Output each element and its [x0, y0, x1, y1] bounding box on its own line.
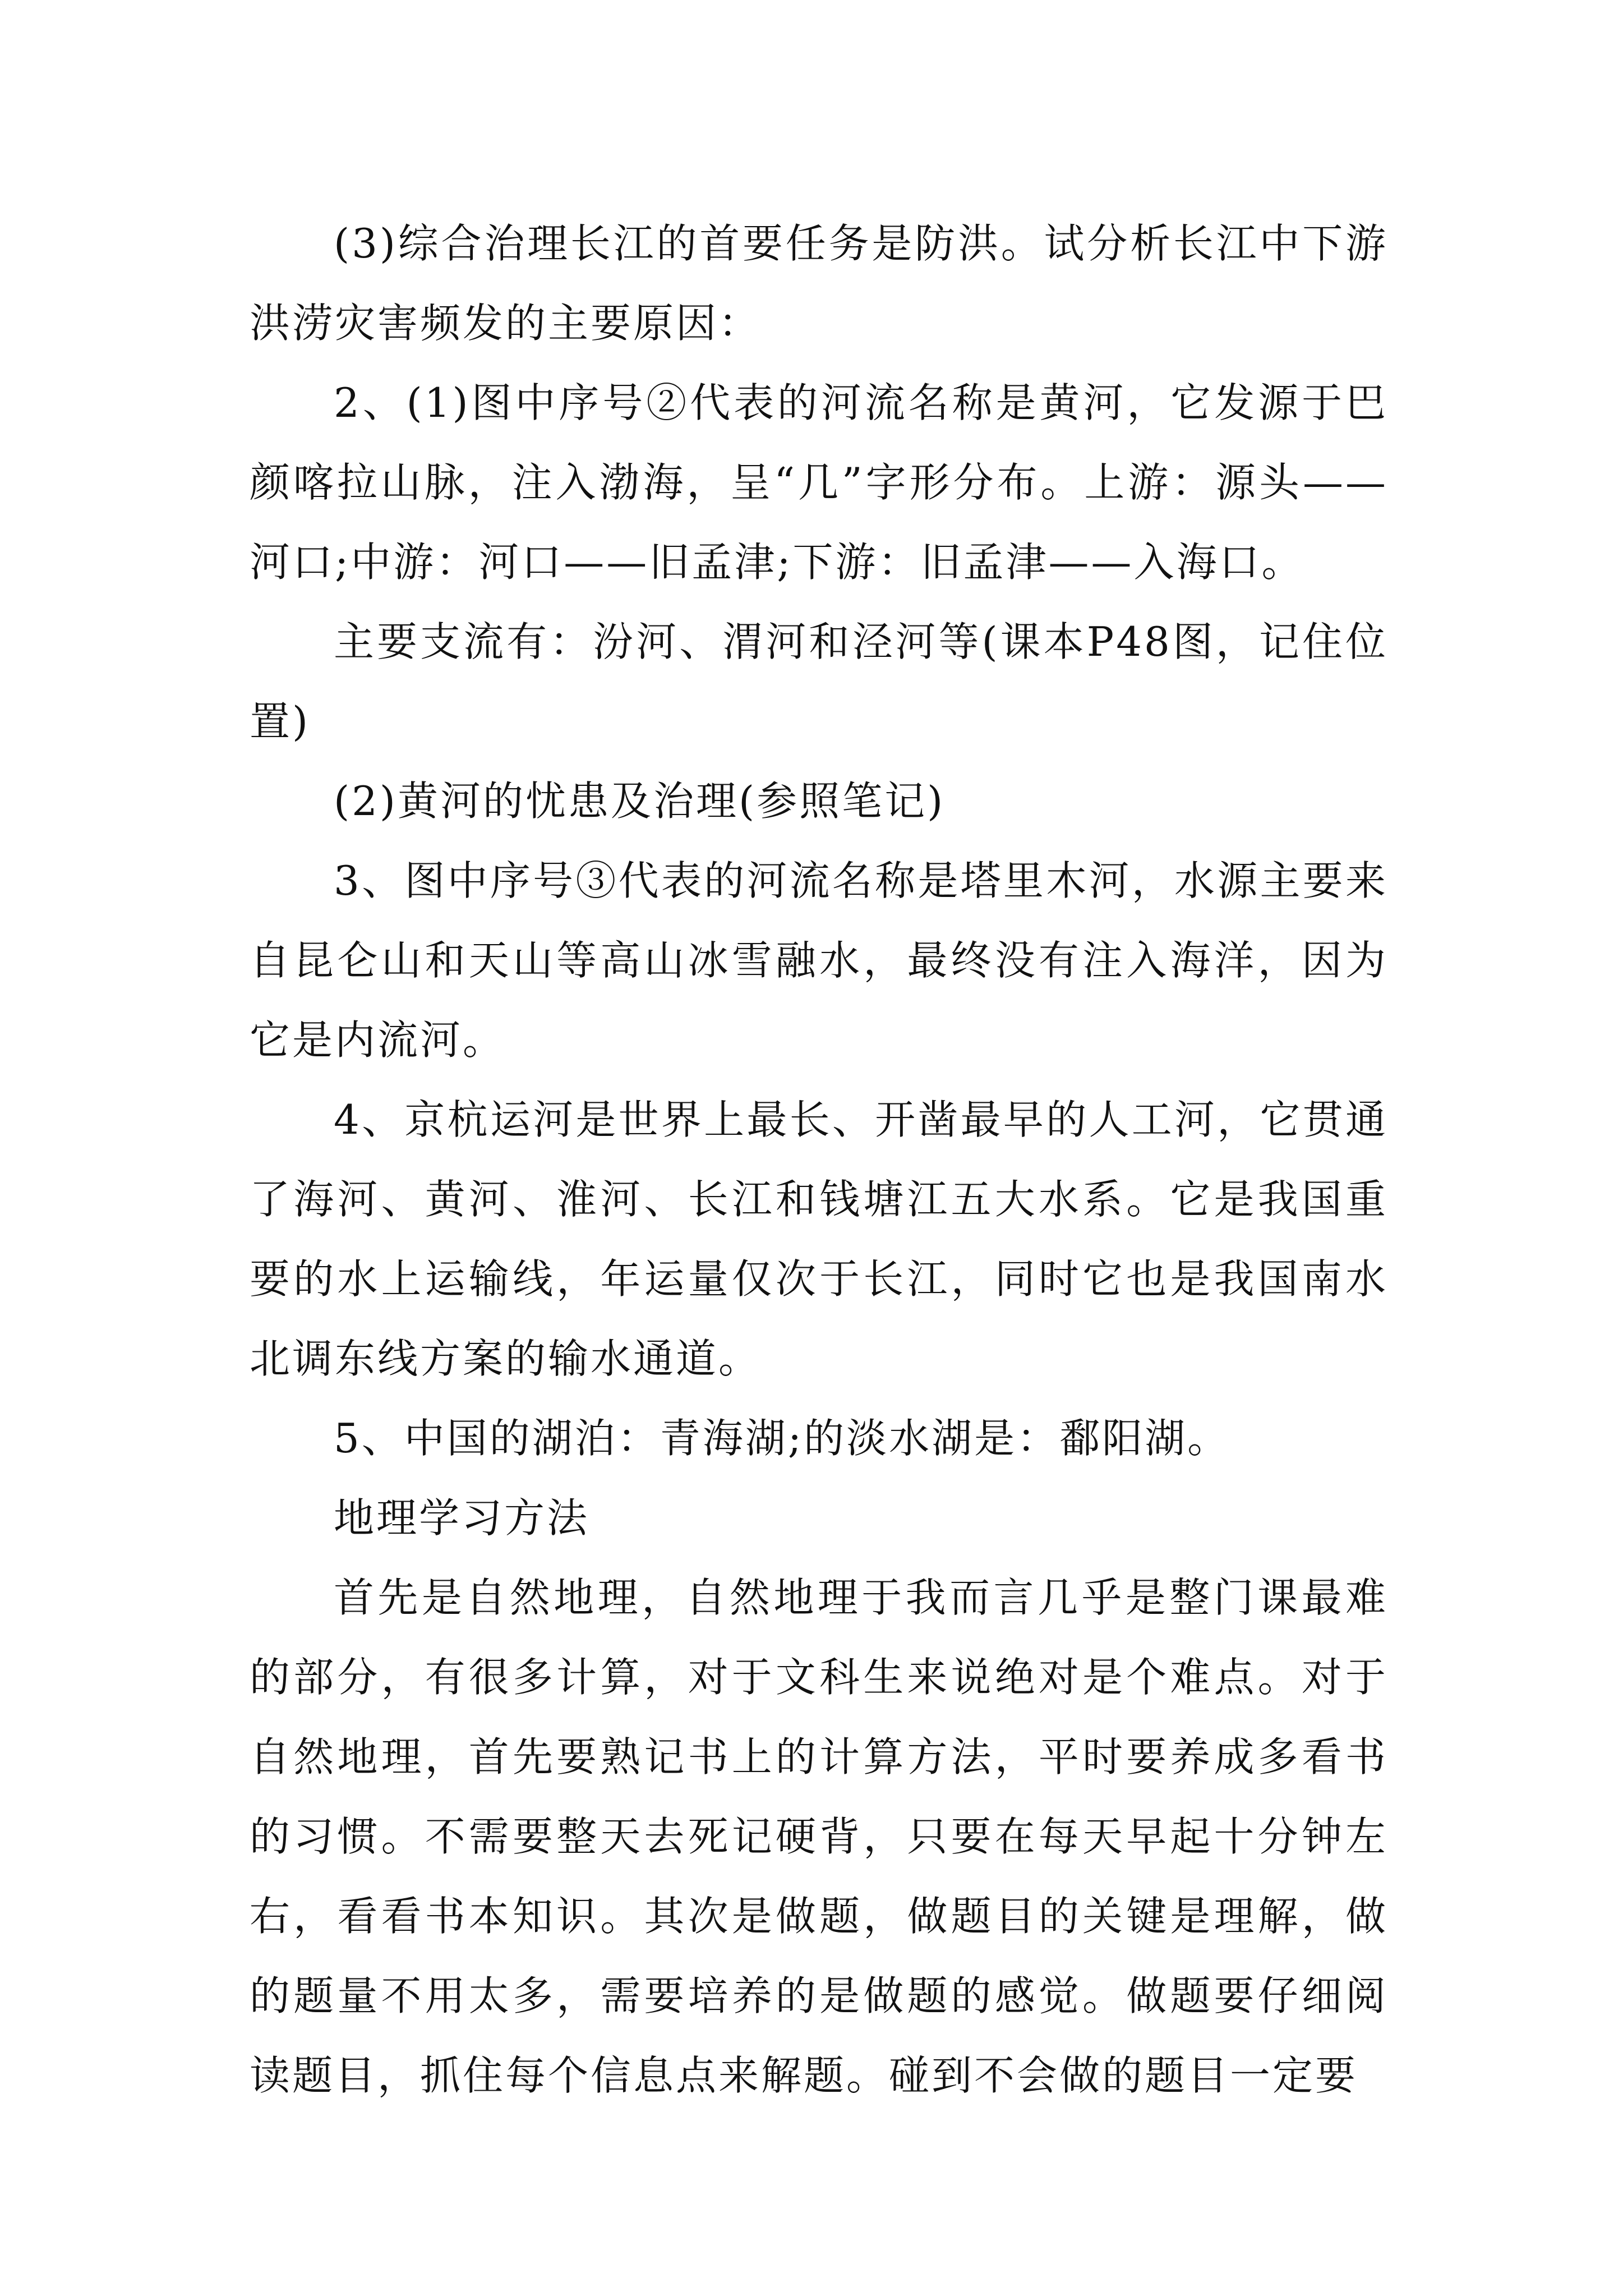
- paragraph-tributaries: 主要支流有：汾河、渭河和泾河等(课本P48图，记住位置): [250, 618, 1388, 745]
- section-heading-study-methods: 地理学习方法: [334, 1494, 590, 1542]
- paragraph-grand-canal: 4、京杭运河是世界上最长、开凿最早的人工河，它贯通了海河、黄河、淮河、长江和钱塘江五大水系。它是我国重要的水上运输线，年运量仅次于长江，同时它也是我国南水北调东线方案的输水通道。: [250, 1096, 1388, 1382]
- paragraph-lakes: 5、中国的湖泊：青海湖;的淡水湖是：鄱阳湖。: [334, 1415, 1230, 1462]
- paragraph-yellow-river-governance: (2)黄河的忧患及治理(参照笔记): [334, 777, 946, 825]
- paragraph-yellow-river: 2、(1)图中序号②代表的河流名称是黄河，它发源于巴颜喀拉山脉，注入渤海，呈“几”字形分布。上游：源头——河口;中游：河口——旧孟津;下游：旧孟津——入海口。: [250, 379, 1388, 586]
- document-body: [250, 204, 1388, 2115]
- paragraph-tarim-river: 3、图中序号③代表的河流名称是塔里木河，水源主要来自昆仑山和天山等高山冰雪融水，最终没有注入海洋，因为它是内流河。: [250, 857, 1388, 1064]
- paragraph-flood-question: (3)综合治理长江的首要任务是防洪。试分析长江中下游洪涝灾害频发的主要原因：: [250, 220, 1388, 347]
- paragraph-physical-geography: 首先是自然地理，自然地理于我而言几乎是整门课最难的部分，有很多计算，对于文科生来说绝对是个难点。对于自然地理，首先要熟记书上的计算方法，平时要养成多看书的习惯。不需要整天去死记硬背，只要在每天早起十分钟左右，看看书本知识。其次是做题，做题目的关键是理解，做的题量不用太多，需要培养的是做题的感觉。做题要仔细阅读题目，抓住每个信息点来解题。碰到不会做的题目一定要: [250, 1574, 1388, 2099]
